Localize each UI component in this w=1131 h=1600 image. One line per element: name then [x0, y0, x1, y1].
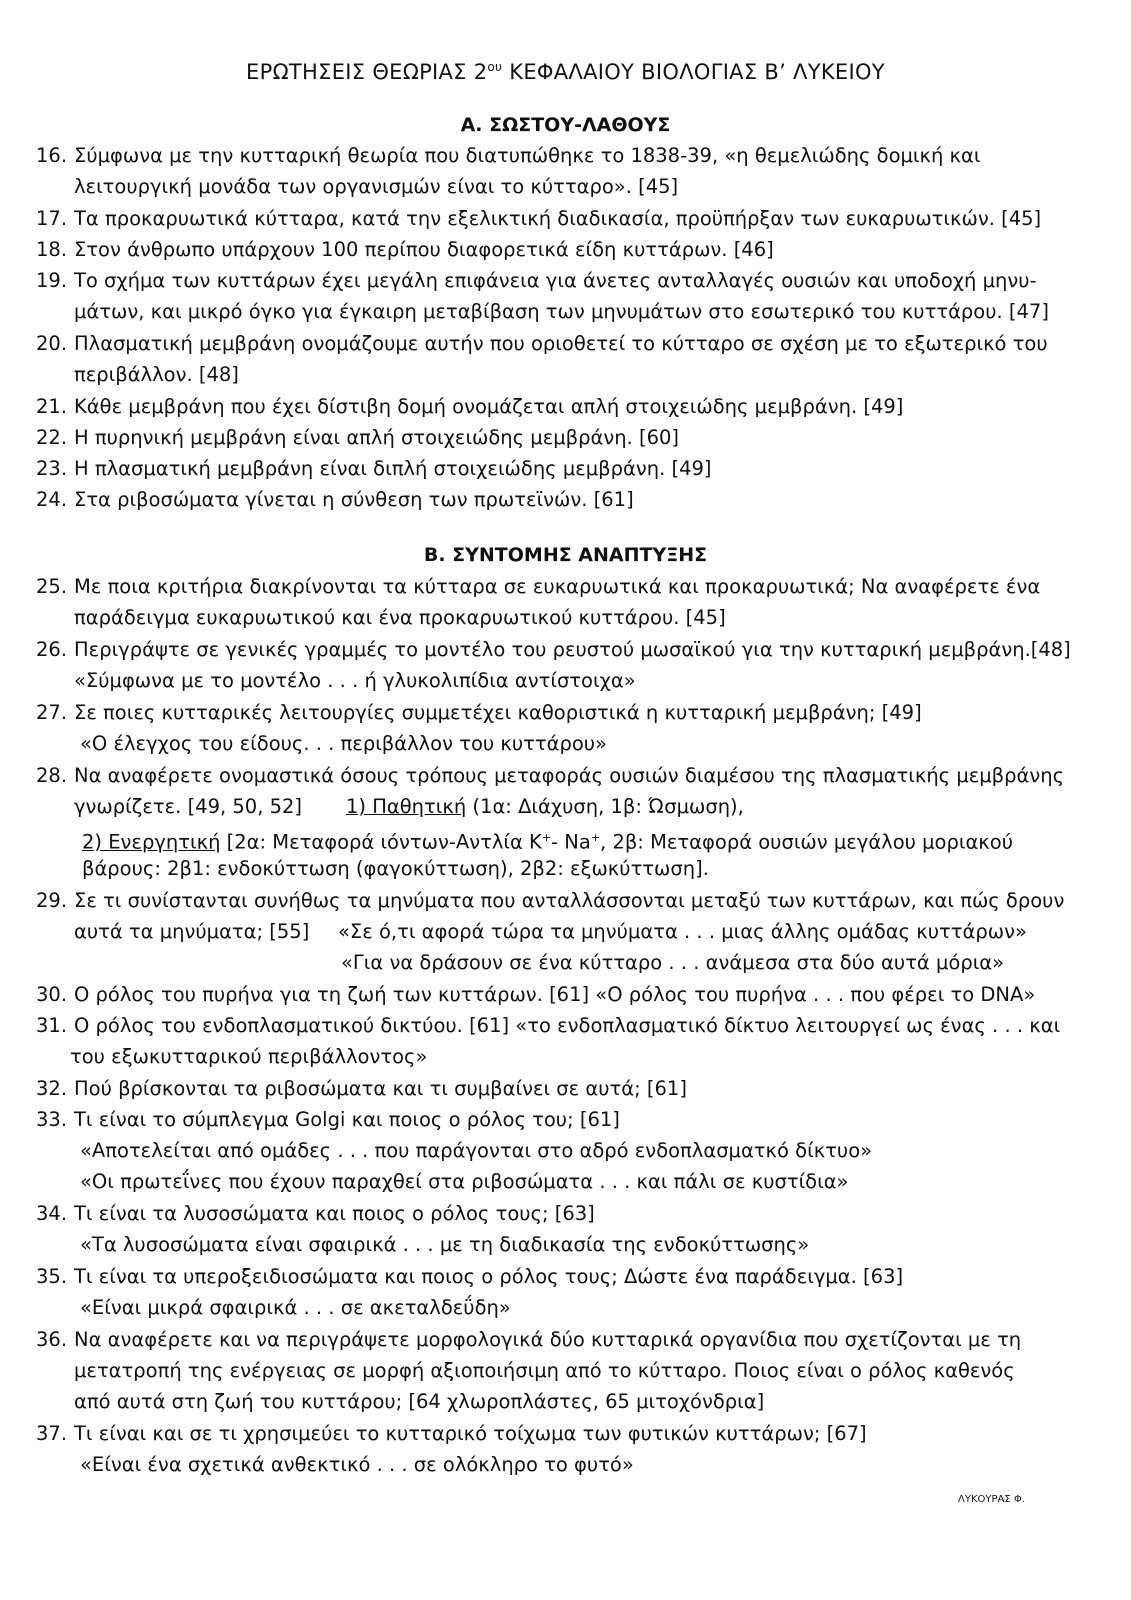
- question-text: αυτά τα μηνύματα; [55]: [74, 920, 310, 943]
- question-text: Στον άνθρωπο υπάρχουν 100 περίπου διαφορετικά είδη κυττάρων. [46]: [74, 238, 774, 261]
- question-number: 34.: [36, 1202, 68, 1225]
- charge-superscript: +: [590, 831, 601, 844]
- question-text: Τι είναι τα υπεροξειδιοσώματα και ποιος ο ρόλος τους; Δώστε ένα παράδειγμα. [63]: [74, 1265, 904, 1288]
- question-number: 23.: [36, 457, 68, 480]
- question-number: 27.: [36, 701, 68, 724]
- quote-text: «Ο έλεγχος του είδους. . . περιβάλλον του κυττάρου»: [80, 732, 607, 755]
- question-number: 26.: [36, 638, 68, 661]
- question-text: Να αναφέρετε ονομαστικά όσους τρόπους μεταφοράς ουσιών διαμέσου της πλασματικής μεμβράνης: [74, 764, 1065, 787]
- title-text: ΕΡΩΤΗΣΕΙΣ ΘΕΩΡΙΑΣ 2: [246, 60, 488, 84]
- question-number: 17.: [36, 207, 68, 230]
- section-heading-a: Α. ΣΩΣΤΟΥ-ΛΑΘΟΥΣ: [460, 114, 671, 136]
- quote-text: «Είναι μικρά σφαιρικά . . . σε ακεταλδεΰδη»: [80, 1296, 511, 1319]
- quote-text: «Οι πρωτεΐνες που έχουν παραχθεί στα ριβοσώματα . . . και πάλι σε κυστίδια»: [80, 1170, 849, 1193]
- question-text: - Na: [551, 830, 591, 854]
- question-text: Η πλασματική μεμβράνη είναι διπλή στοιχειώδης μεμβράνη. [49]: [74, 457, 712, 480]
- question-text: , 2β: Μεταφορά ουσιών μεγάλου μοριακού: [600, 830, 1014, 854]
- question-text: Κάθε μεμβράνη που έχει δίστιβη δομή ονομάζεται απλή στοιχειώδης μεμβράνη. [49]: [74, 395, 904, 418]
- question-text: Τι είναι και σε τι χρησιμεύει το κυτταρικό τοίχωμα των φυτικών κυττάρων; [67]: [74, 1422, 867, 1445]
- question-number: 19.: [36, 269, 68, 292]
- question-text: Η πυρηνική μεμβράνη είναι απλή στοιχειώδης μεμβράνη. [60]: [74, 426, 680, 449]
- quote-text: «Για να δράσουν σε ένα κύτταρο . . . ανάμεσα στα δύο αυτά μόρια»: [341, 951, 1005, 974]
- question-text: μετατροπή της ενέργειας σε μορφή αξιοποιήσιμη από το κύτταρο. Ποιος είναι ο ρόλος καθενός: [74, 1359, 1015, 1382]
- question-text: μάτων, και μικρό όγκο για έγκαιρη μεταβίβαση των μηνυμάτων στο εσωτερικό του κυττάρου. [47]: [74, 300, 1049, 323]
- question-number: 25.: [36, 575, 68, 598]
- question-number: 33.: [36, 1108, 68, 1131]
- question-number: 21.: [36, 395, 68, 418]
- question-text: λειτουργική μονάδα των οργανισμών είναι το κύτταρο». [45]: [74, 175, 679, 198]
- question-text: Τι είναι τα λυσοσώματα και ποιος ο ρόλος τους; [63]: [74, 1202, 595, 1225]
- question-number: 20.: [36, 332, 68, 355]
- question-text: παράδειγμα ευκαρυωτικού και ένα προκαρυωτικού κυττάρου. [45]: [74, 606, 726, 629]
- quote-text: «Σε ό,τι αφορά τώρα τα μηνύματα . . . μιας άλλης ομάδας κυττάρων»: [338, 920, 1027, 943]
- question-number: 24.: [36, 488, 68, 511]
- question-text: Πού βρίσκονται τα ριβοσώματα και τι συμβαίνει σε αυτά; [61]: [74, 1077, 687, 1100]
- question-text: Στα ριβοσώματα γίνεται η σύνθεση των πρωτεϊνών. [61]: [74, 488, 634, 511]
- quote-text: «Είναι ένα σχετικά ανθεκτικό . . . σε ολόκληρο το φυτό»: [80, 1453, 634, 1476]
- underlined-term: 2) Ενεργητική: [82, 830, 221, 854]
- question-number: 29.: [36, 889, 68, 912]
- charge-superscript: +: [541, 831, 552, 844]
- question-text: Ο ρόλος του ενδοπλασματικού δικτύου. [61] «το ενδοπλασματικό δίκτυο λειτουργεί ως ένας . . . και: [74, 1014, 1061, 1037]
- question-text: (1α: Διάχυση, 1β: Ώσμωση),: [466, 795, 744, 818]
- question-text: γνωρίζετε. [49, 50, 52]: [74, 795, 303, 818]
- question-text: περιβάλλον. [48]: [74, 363, 239, 386]
- question-text: Σύμφωνα με την κυτταρική θεωρία που διατυπώθηκε το 1838-39, «η θεμελιώδης δομική και: [74, 144, 981, 167]
- question-text: Να αναφέρετε και να περιγράψετε μορφολογικά δύο κυτταρικά οργανίδια που σχετίζονται με τη: [74, 1328, 1022, 1351]
- question-text: Τα προκαρυωτικά κύτταρα, κατά την εξελικτική διαδικασία, προϋπήρξαν των ευκαρυωτικών. [45]: [74, 207, 1042, 230]
- question-text: Πλασματική μεμβράνη ονομάζουμε αυτήν που οριοθετεί το κύτταρο σε σχέση με το εξωτερικό του: [74, 332, 1048, 355]
- question-number: 30.: [36, 983, 68, 1006]
- question-number: 28.: [36, 764, 68, 787]
- question-number: 22.: [36, 426, 68, 449]
- question-number: 16.: [36, 144, 68, 167]
- question-text: Ο ρόλος του πυρήνα για τη ζωή των κυττάρων. [61] «Ο ρόλος του πυρήνα . . . που φέρει το DNA»: [74, 983, 1036, 1006]
- question-text: Σε τι συνίστανται συνήθως τα μηνύματα που ανταλλάσσονται μεταξύ των κυττάρων, και πώς δρουν: [74, 889, 1065, 912]
- page-title: [0, 60, 1131, 84]
- quote-text: του εξωκυτταρικού περιβάλλοντος»: [70, 1045, 428, 1068]
- question-text: Το σχήμα των κυττάρων έχει μεγάλη επιφάνεια για άνετες ανταλλαγές ουσιών και υποδοχή μηνυ-: [74, 269, 1037, 292]
- question-text: Σε ποιες κυτταρικές λειτουργίες συμμετέχει καθοριστικά η κυτταρική μεμβράνη; [49]: [74, 701, 922, 724]
- section-heading-b: Β. ΣΥΝΤΟΜΗΣ ΑΝΑΠΤΥΞΗΣ: [423, 544, 708, 566]
- author-signature: ΛΥΚΟΥΡΑΣ Φ.: [958, 1494, 1025, 1505]
- question-number: 18.: [36, 238, 68, 261]
- quote-text: «Αποτελείται από ομάδες . . . που παράγονται στο αδρό ενδοπλασματκό δίκτυο»: [80, 1139, 873, 1162]
- question-text: από αυτά στη ζωή του κυττάρου; [64 χλωροπλάστες, 65 μιτοχόνδρια]: [74, 1390, 765, 1413]
- question-text: Περιγράψτε σε γενικές γραμμές το μοντέλο του ρευστού μωσαϊκού για την κυτταρική μεμβράνη.[48]: [74, 638, 1071, 661]
- question-number: 32.: [36, 1077, 68, 1100]
- title-text-rest: ΚΕΦΑΛΑΙΟΥ ΒΙΟΛΟΓΙΑΣ Β’ ΛΥΚΕΙΟΥ: [502, 60, 885, 84]
- question-number: 36.: [36, 1328, 68, 1351]
- quote-text: «Τα λυσοσώματα είναι σφαιρικά . . . με τη διαδικασία της ενδοκύττωσης»: [80, 1233, 810, 1256]
- question-number: 35.: [36, 1265, 68, 1288]
- question-text: Τι είναι το σύμπλεγμα Golgi και ποιος ο ρόλος του; [61]: [74, 1108, 620, 1131]
- question-number: 31.: [36, 1014, 68, 1037]
- underlined-term: 1) Παθητική: [346, 795, 467, 818]
- title-superscript: ου: [487, 60, 503, 74]
- quote-text: «Σύμφωνα με το μοντέλο . . . ή γλυκολιπίδια αντίστοιχα»: [74, 669, 636, 692]
- question-text: Με ποια κριτήρια διακρίνονται τα κύτταρα σε ευκαρυωτικά και προκαρυωτικά; Να αναφέρετε ένα: [74, 575, 1041, 598]
- question-text: [2α: Μεταφορά ιόντων-Αντλία K: [220, 830, 542, 854]
- question-text: βάρους: 2β1: ενδοκύττωση (φαγοκύττωση), 2β2: εξωκύττωση].: [82, 857, 709, 880]
- question-number: 37.: [36, 1422, 68, 1445]
